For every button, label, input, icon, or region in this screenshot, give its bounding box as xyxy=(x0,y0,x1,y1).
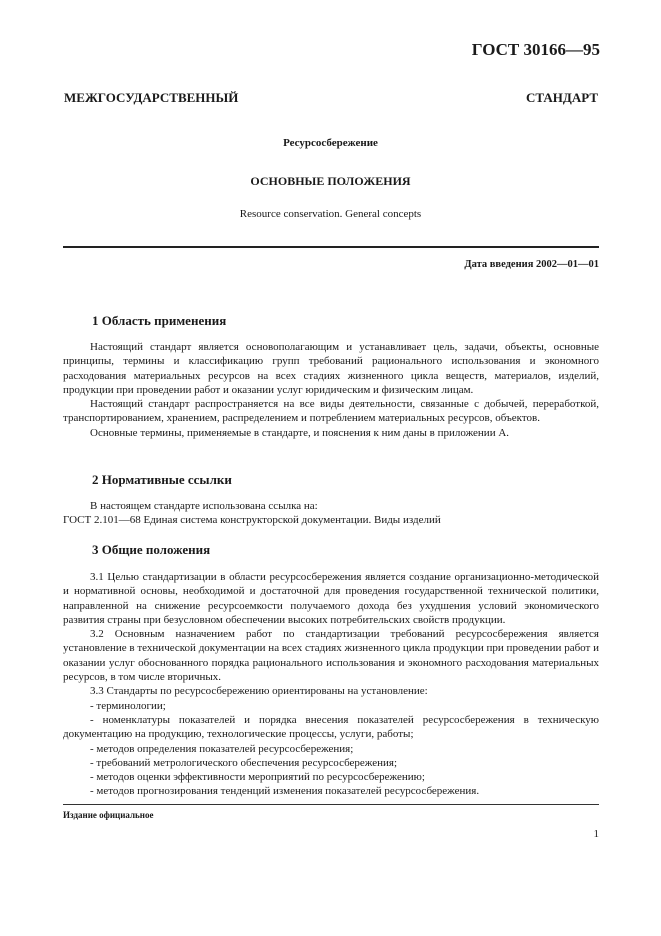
paragraph: 3.3 Стандарты по ресурсосбережению ориентированы на установление: xyxy=(90,685,428,698)
date-of-introduction: Дата введения 2002—01—01 xyxy=(464,259,599,270)
list-item: - методов определения показателей ресурсосбережения; xyxy=(90,742,354,755)
list-item: - терминологии; xyxy=(90,699,166,712)
main-title: ОСНОВНЫЕ ПОЛОЖЕНИЯ xyxy=(250,174,411,188)
paragraph: 3.1 Целью стандартизации в области ресурсосбережения является создание организационно-методической и нормативной основы, необходимой и достаточной для проведения государственной технической политики, направленной на снижение ресурсоемкости получаемого дохода без ухудшения условий экономического развития страны при безусловном обеспечении высоких потребительских свойств продукции. xyxy=(63,571,599,626)
interstate-standard-banner: МЕЖГОСУДАРСТВЕННЫЙ СТАНДАРТ xyxy=(64,90,598,105)
section-1-heading: 1 Область применения xyxy=(92,313,227,328)
header-rule xyxy=(63,246,599,248)
section-1-body xyxy=(63,340,599,440)
page-number: 1 xyxy=(593,828,599,840)
list-item: - требований метрологического обеспечения ресурсосбережения; xyxy=(90,756,398,769)
topic-title: Ресурсосбережение xyxy=(283,137,378,149)
section-2-heading: 2 Нормативные ссылки xyxy=(92,472,232,487)
list-item: - номенклатуры показателей и порядка внесения показателей ресурсосбережения в техническую документацию на продукцию, технологические процессы, услуги, работы; xyxy=(63,713,599,741)
paragraph: 3.2 Основным назначением работ по стандартизации требований ресурсосбережения является установление в технической документации на всех стадиях жизненного цикла продукции при проведении работ и оказании услуг обоснованного порядка рационального использования и экономного расходования материальных ресурсов, в том числе вторичных. xyxy=(63,628,599,684)
list-item: - методов прогнозирования тенденций изменения показателей ресурсосбережения. xyxy=(90,785,480,798)
section-3-heading: 3 Общие положения xyxy=(92,542,211,557)
official-edition-label: Издание официальное xyxy=(63,810,154,820)
paragraph: Настоящий стандарт распространяется на все виды деятельности, связанные с добычей, переработкой, транспортированием, хранением, распределением и потреблением материальных ресурсов, объектов. xyxy=(63,398,599,425)
paragraph: В настоящем стандарте использована ссылка на: xyxy=(90,500,318,512)
reference-item: ГОСТ 2.101—68 Единая система конструкторской документации. Виды изделий xyxy=(63,514,441,527)
paragraph: Основные термины, применяемые в стандарте, и пояснения к ним даны в приложении А. xyxy=(90,426,510,439)
english-title: Resource conservation. General concepts xyxy=(239,208,422,220)
list-item: - методов оценки эффективности мероприятий по ресурсосбережению; xyxy=(90,771,425,784)
section-3-body xyxy=(63,570,599,799)
footer-rule xyxy=(63,804,599,805)
section-2-body xyxy=(63,499,599,528)
document-code: ГОСТ 30166—95 xyxy=(471,40,600,59)
paragraph: Настоящий стандарт является основополагающим и устанавливает цель, задачи, объекты, основные принципы, термины и классификацию групп требований рационального использования и экономного расходования материальных ресурсов на всех стадиях жизненного цикла веществ, материалов, изделий, продукции при проведении работ и оказании услуг юридическим и физическим лицам. xyxy=(63,341,599,396)
